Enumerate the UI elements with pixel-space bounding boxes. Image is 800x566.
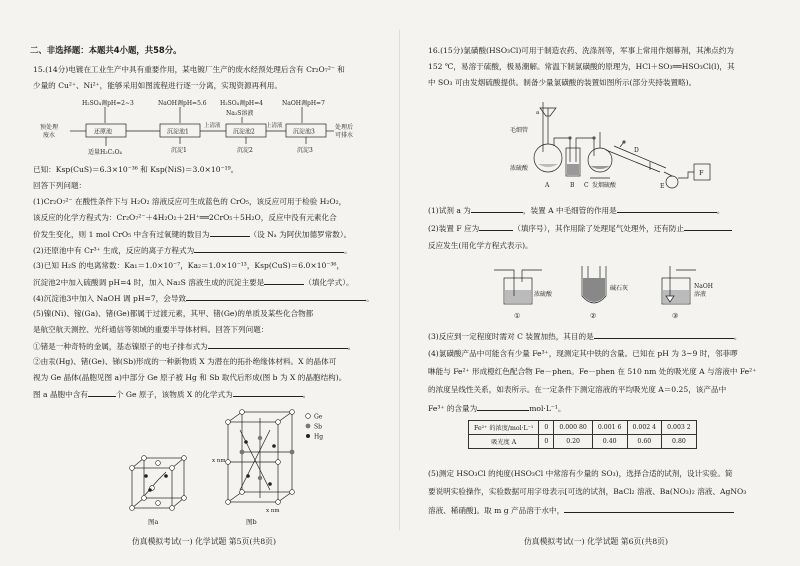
answer-blank-3[interactable] <box>264 276 304 285</box>
flow-reagent1: H₂SO₄调pH=2~3 <box>82 100 134 107</box>
table-header-cell: 吸光度 A <box>469 435 539 449</box>
answer-blank-8[interactable] <box>471 204 523 213</box>
q15-p3-line1: (3)已知 H₂S 的电离常数：Ka₁＝1.0×10⁻⁷，Ka₂＝1.0×10⁻¹³，Ksp(CuS)＝6.0×10⁻³⁶， <box>33 261 345 270</box>
q15-p5-line1: (5)镍(Ni)、镓(Ga)、锗(Ge)都属于过渡元素，其甲、锗(Ge)的单质及某些化合物都 <box>33 309 314 318</box>
q15-p3-line2 <box>33 276 354 288</box>
flow-below-reductant: 适量H₂C₂O₄ <box>88 149 122 156</box>
q16-intro-line2: 152 ℃，易溶于硫酸，极易潮解。常温下制氯磺酸的原理为，HCl＋SO₃══HSO₃Cl(l)，其 <box>428 62 735 71</box>
q16-intro-line1: 16.(15分)氯磺酸(HSO₃Cl)可用于制造农药、洗涤剂等，军事上常用作烟幕剂，其沸点约为 <box>428 46 734 55</box>
answer-blank-4[interactable] <box>186 292 366 301</box>
answer-blank-10[interactable] <box>479 222 513 231</box>
q16-p5-line3 <box>428 504 734 516</box>
flow-reagent3: H₂SO₄调pH=4 <box>220 100 263 107</box>
answer-blank-6[interactable] <box>88 388 116 397</box>
apparatus-options <box>490 256 730 326</box>
q16-p1-start: (1)试剂 a 为 <box>428 206 471 215</box>
table-cell: 0 <box>539 421 554 435</box>
q16-p4-line4 <box>428 402 566 414</box>
flow-box4-label: 沉淀池3 <box>293 128 315 136</box>
answer-blank-11[interactable] <box>684 222 732 231</box>
answer-blank-14[interactable] <box>564 504 734 513</box>
q15-intro-line1: 15.(14分)电镀在工业生产中具有重要作用，某电镀厂生产的废水经预处理后含有 Cr₂O₇²⁻ 和 <box>33 65 345 74</box>
fig-b-label: 图b <box>246 518 257 526</box>
answer-blank-13[interactable] <box>477 402 529 411</box>
table-cell: 0.002 4 <box>627 421 662 435</box>
label-conc-sulfuric: 浓硫酸 <box>510 165 529 172</box>
q15-p4: (4)沉淀池3中加入 NaOH 调 pH=7，会导致 。 <box>33 294 374 303</box>
q16-p5-line3-text: 溶液、稀硝酸]。取 m g 产品溶于水中， <box>428 506 565 515</box>
q16-p1: (1)试剂 a 为 ，装置 A 中毛细管的作用是 。 <box>428 206 725 215</box>
flow-filter2: 上清液 <box>266 123 283 129</box>
q15-intro-line2: 少量的 Cu²⁺、Ni²⁺，能够采用如图流程进行逐一分离，实现资源再利用。 <box>33 81 282 90</box>
flow-reagent4: NaOH调pH=7 <box>282 100 325 107</box>
opt2-number: ② <box>590 312 597 320</box>
q15-flow-diagram <box>30 96 360 160</box>
q16-p4-line4b: mol·L⁻¹。 <box>529 404 566 413</box>
q15-p1-line2: 该反应的化学方程式为：Cr₂O₇²⁻＋4H₂O₂＋2H⁺══2CrO₅＋5H₂O，反应中没有元素化合 <box>33 213 337 222</box>
label-d: D <box>634 147 639 154</box>
q16-p5-line1: (5)测定 HSO₃Cl 的纯度(HSO₃Cl 中常溶有少量的 SO₃)，选择合适的试剂，设计实验。简 <box>428 469 733 478</box>
table-cell: 0.60 <box>627 435 662 449</box>
q15-p2: (2)还原池中有 Cr³⁺ 生成，反应的离子方程式为 。 <box>33 246 352 255</box>
q15-known: 已知：Ksp(CuS)＝6.3×10⁻³⁶ 和 Ksp(NiS)＝3.0×10⁻¹⁹。 <box>33 165 239 174</box>
q15-p3-line2-end: （填化学式）。 <box>304 278 354 287</box>
table-cell: 0 <box>539 435 554 449</box>
fig-a-label: 图a <box>148 518 159 526</box>
q15-p1-line1: (1)Cr₂O₇²⁻ 在酸性条件下与 H₂O₂ 溶液反应可生成蓝色的 CrO₅，该反应可用于检验 H₂O₂， <box>33 197 347 206</box>
flow-start1: 预处理 <box>40 124 59 131</box>
q16-intro-line3: 中 SO₃ 可由发烟硫酸提供。制备少量氯磺酸的装置如图所示(部分夹持装置略)。 <box>428 78 697 87</box>
fig-b-dim-y: x nm <box>212 458 226 464</box>
flow-reagent2: NaOH调pH=5.6 <box>158 100 207 107</box>
q15-p1-line3-text: 价发生变化，则 1 mol CrO₅ 中含有过氧键的数目为 <box>33 230 210 239</box>
flow-filter1: 上清液 <box>204 123 221 129</box>
table-cell: 0.001 6 <box>592 421 627 435</box>
q16-p3: (3)反应到一定程度时需对 C 装置加热，其目的是 。 <box>428 332 742 341</box>
q16-p5-line2: 要说明实验操作，实验数据可用字母表示[可选的试剂，BaCl₂ 溶液、Ba(NO₃)₂ 溶液、AgNO₃ <box>428 487 747 496</box>
flow-start2: 废水 <box>43 132 56 139</box>
figure-b-cell <box>228 412 292 502</box>
opt1-number: ① <box>514 312 521 320</box>
q16-p2 <box>428 222 732 234</box>
q15-p5-sub1-text: ①锗是一种奇特的金属，基态镍原子的电子排布式为 <box>33 342 208 351</box>
table-row <box>469 421 697 435</box>
q15-p5-sub2-line2: 视为 Ge 晶体(晶胞见图 a)中部分 Ge 原子被 Hg 和 Sb 取代后形成(图 b 为 X 的晶胞结构)。 <box>33 373 347 382</box>
flow-box3-label: 沉淀池2 <box>233 128 255 136</box>
flow-reagent3b: Na₂S溶液 <box>226 110 254 117</box>
q15-p5-sub2-line3: 图 a 晶胞中含有 个 Ge 原子，该物质 X 的化学式为 。 <box>33 390 311 399</box>
legend-ge: Ge <box>314 413 323 421</box>
right-page <box>400 0 800 566</box>
answer-blank-2[interactable] <box>194 244 344 253</box>
answer-blank-5[interactable] <box>208 340 348 349</box>
q16-p4-line2: 啉能与 Fe²⁺ 形成橙红色配合物 Fe－phen。Fe－phen 在 510 nm 处的吸光度 A 与溶液中 Fe²⁺ <box>428 367 757 376</box>
q16-p4-line3: 的浓度呈线性关系，如表所示。在一定条件下测定溶液的平均吸光度 A＝0.25，该产品中 <box>428 385 727 394</box>
flow-sed1: 沉淀1 <box>171 147 187 154</box>
opt2-label: 碱石灰 <box>610 285 629 292</box>
flow-box2-label: 沉淀池1 <box>167 128 189 136</box>
table-header-cell: Fe²⁺ 的浓度/mol·L⁻¹ <box>469 421 539 435</box>
q16-p4-line4a: Fe³⁺ 的含量为 <box>428 404 478 413</box>
flow-end1: 处理后 <box>335 124 354 131</box>
q15-p5-sub1: ①锗是一种奇特的金属，基态镍原子的电子排布式为 。 <box>33 342 356 351</box>
table-cell: 0.80 <box>662 435 697 449</box>
answer-blank-9[interactable] <box>617 204 717 213</box>
q15-p5-line2: 是航空航天测控、光纤通信等领域的重要半导体材料。回答下列问题： <box>33 325 269 334</box>
left-footer: 仿真模拟考试(一) 化学试题 第5页(共8页) <box>132 537 276 546</box>
flow-end2: 可排水 <box>335 132 354 139</box>
table-cell: 0.40 <box>592 435 627 449</box>
table-cell: 0.000 80 <box>554 421 593 435</box>
legend-hg: Hg <box>314 433 324 441</box>
opt1-label: 浓硫酸 <box>534 291 553 298</box>
right-footer: 仿真模拟考试(一) 化学试题 第6页(共8页) <box>524 537 668 546</box>
label-f: F <box>699 169 704 177</box>
crystal-legend <box>306 414 324 441</box>
section-heading: 二、非选择题：本题共4小题，共58分。 <box>30 45 182 55</box>
table-cell: 0.003 2 <box>662 421 697 435</box>
q15-p5-sub2-line3b: 个 Ge 原子，该物质 X 的化学式为 <box>115 390 233 399</box>
q15-p1-line3-end: （设 Nₐ 为阿伏加德罗常数）。 <box>249 230 352 239</box>
label-b: B <box>570 182 575 189</box>
q15-p4-text: (4)沉淀池3中加入 NaOH 调 pH=7，会导致 <box>33 294 187 303</box>
flow-sed3: 沉淀3 <box>297 147 313 154</box>
q15-p5-sub2-line3a: 图 a 晶胞中含有 <box>33 390 88 399</box>
apparatus-diagram <box>510 92 720 192</box>
table-row <box>469 435 697 449</box>
opt3-label1: NaOH <box>694 283 713 290</box>
label-fuming: 发烟硫酸 <box>592 182 617 189</box>
q15-p1-line3 <box>33 228 351 240</box>
q15-answer-prompt: 回答下列问题： <box>33 181 87 190</box>
label-a: A <box>545 182 550 189</box>
opt3-number: ③ <box>672 312 679 320</box>
flow-sed2: 沉淀2 <box>237 147 253 154</box>
q15-p5-sub2-line1: ②由汞(Hg)、锗(Ge)、锑(Sb)形成的一种新物质 X 为潜在的拓扑绝缘体材料。X 的晶体可 <box>33 357 337 366</box>
label-reagent-a: a <box>536 110 540 116</box>
answer-blank-7[interactable] <box>233 388 303 397</box>
q16-p1-mid: ，装置 A 中毛细管的作用是 <box>522 206 617 215</box>
flow-box1-label: 还原池 <box>94 128 113 136</box>
q16-p3-text: (3)反应到一定程度时需对 C 装置加热，其目的是 <box>428 332 594 341</box>
q16-p2-mid: （填序号），其作用除了处理尾气处理外，还有防止 <box>513 224 685 233</box>
q16-p2-line2: 反应发生(用化学方程式表示)。 <box>428 241 533 250</box>
q15-p3-line2-text: 沉淀池2中加入硫酸调 pH=4 时，加入 Na₂S 溶液生成的沉淀主要是 <box>33 278 265 287</box>
label-e: E <box>660 183 665 190</box>
absorbance-table <box>468 420 697 449</box>
fig-b-dim-x: x nm <box>266 508 280 514</box>
q15-p2-text: (2)还原池中有 Cr³⁺ 生成，反应的离子方程式为 <box>33 246 195 255</box>
opt3-label2: 溶液 <box>694 291 707 298</box>
label-capillary: 毛细管 <box>510 127 529 134</box>
answer-blank-1[interactable] <box>210 228 250 237</box>
answer-blank-12[interactable] <box>594 330 734 339</box>
crystal-figures <box>120 400 350 528</box>
legend-sb: Sb <box>314 423 322 431</box>
q16-p4-line1: (4)氯磺酸产品中可能含有少量 Fe³⁺，现测定其中铁的含量。已知在 pH 为 3~9 时，邻菲啰 <box>428 349 738 358</box>
q16-p2-start: (2)装置 F 应为 <box>428 224 480 233</box>
label-c: C <box>584 182 589 189</box>
table-cell: 0.20 <box>554 435 593 449</box>
